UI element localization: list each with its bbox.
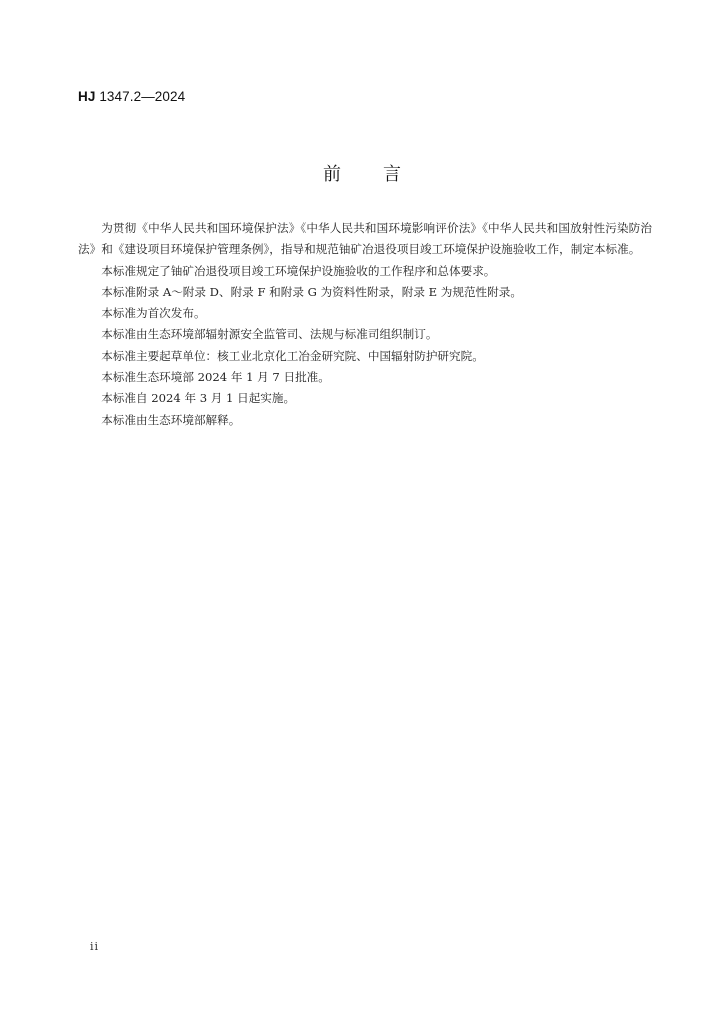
paragraph-effective-date: 本标准自 2024 年 3 月 1 日起实施。 xyxy=(101,391,296,406)
standard-code-number: 1347.2—2024 xyxy=(95,89,186,104)
paragraph-appendices: 本标准附录 A～附录 D、附录 F 和附录 G 为资料性附录，附录 E 为规范性附录。 xyxy=(101,284,522,299)
paragraph-first-release: 本标准为首次发布。 xyxy=(101,306,206,321)
page-title: 前言 xyxy=(323,164,443,185)
paragraph-approval: 本标准生态环境部 2024 年 1 月 7 日批准。 xyxy=(101,370,330,385)
standard-code-prefix: HJ xyxy=(78,89,96,104)
standard-code xyxy=(78,89,185,104)
page-number: ii xyxy=(90,940,100,953)
paragraph-drafting-units: 本标准主要起草单位：核工业北京化工冶金研究院、中国辐射防护研究院。 xyxy=(101,348,484,363)
paragraph-purpose: 为贯彻《中华人民共和国环境保护法》《中华人民共和国环境影响评价法》《中华人民共和国放射性污染防治法》和《建设项目环境保护管理条例》，指导和规范铀矿冶退役项目竣工环境保护设施验收工作，制定本标准。 xyxy=(78,221,652,257)
paragraph-scope: 本标准规定了铀矿冶退役项目竣工环境保护设施验收的工作程序和总体要求。 xyxy=(101,263,496,278)
foreword-body xyxy=(78,218,652,431)
paragraph-interpretation: 本标准由生态环境部解释。 xyxy=(101,412,241,427)
paragraph-organizer: 本标准由生态环境部辐射源安全监管司、法规与标准司组织制订。 xyxy=(101,327,438,342)
